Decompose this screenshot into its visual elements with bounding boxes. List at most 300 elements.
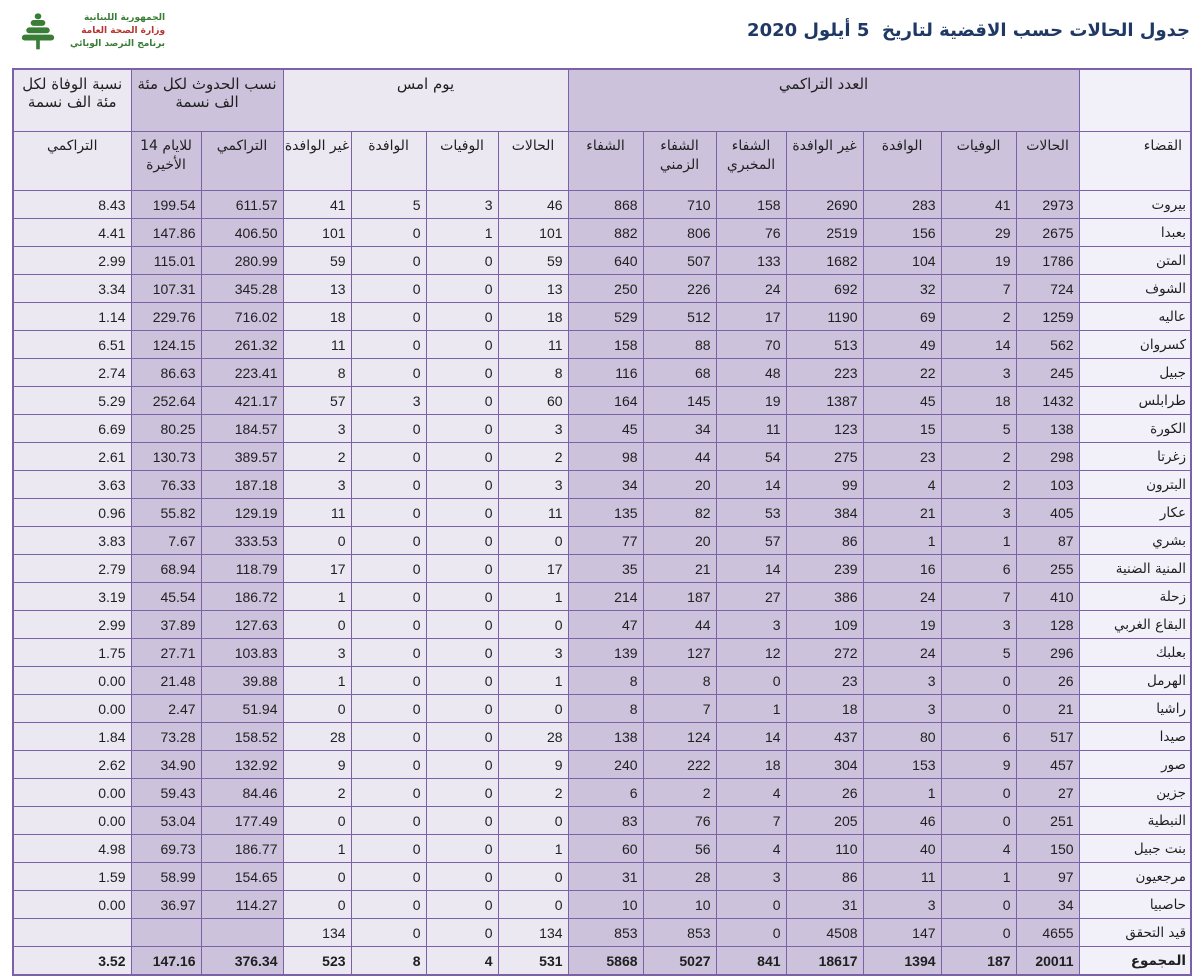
cell-yesterday-non-imported: 0 — [283, 807, 351, 835]
cell-deaths: 2 — [941, 303, 1016, 331]
cell-cases: 517 — [1016, 723, 1079, 751]
table-row — [13, 891, 1191, 919]
cell-yesterday-non-imported: 18 — [283, 303, 351, 331]
cell-yesterday-deaths: 0 — [426, 499, 498, 527]
cell-yesterday-non-imported: 28 — [283, 723, 351, 751]
cell-yesterday-non-imported: 8 — [283, 359, 351, 387]
cell-yesterday-deaths: 0 — [426, 471, 498, 499]
cell-yesterday-deaths: 0 — [426, 443, 498, 471]
cell-cases: 405 — [1016, 499, 1079, 527]
table-row — [13, 919, 1191, 947]
cell-imported: 3 — [863, 891, 941, 919]
cell-cases: 298 — [1016, 443, 1079, 471]
cell-yesterday-imported: 0 — [351, 247, 426, 275]
cell-time-recovery: 806 — [643, 219, 716, 247]
cell-imported: 104 — [863, 247, 941, 275]
cell-cases: 1432 — [1016, 387, 1079, 415]
cell-incidence-cumulative: 389.57 — [201, 443, 283, 471]
cell-yesterday-non-imported: 0 — [283, 527, 351, 555]
cell-cases: 26 — [1016, 667, 1079, 695]
cell-yesterday-non-imported: 0 — [283, 891, 351, 919]
cell-non-imported: 205 — [786, 807, 863, 835]
cell-time-recovery: 44 — [643, 611, 716, 639]
table-row — [13, 275, 1191, 303]
cell-imported: 1 — [863, 527, 941, 555]
cell-lab-recovery: 27 — [716, 583, 786, 611]
cell-yesterday-deaths: 0 — [426, 807, 498, 835]
cell-non-imported: 86 — [786, 863, 863, 891]
cell-mortality-cumulative: 2.74 — [13, 359, 131, 387]
cell-time-recovery: 2 — [643, 779, 716, 807]
col-header-cumulative-rate: التراكمي — [201, 132, 283, 191]
cell-district: البترون — [1079, 471, 1191, 499]
cell-mortality-cumulative: 3.83 — [13, 527, 131, 555]
cell-mortality-cumulative: 1.14 — [13, 303, 131, 331]
cell-yesterday-cases: 3 — [498, 471, 568, 499]
cell-time-recovery: 145 — [643, 387, 716, 415]
cases-by-district-table — [12, 68, 1192, 976]
cell-deaths: 5 — [941, 415, 1016, 443]
logo-line-republic: الجمهورية اللبنانية — [83, 12, 166, 23]
cell-incidence-cumulative: 154.65 — [201, 863, 283, 891]
cell-yesterday-cases: 46 — [498, 191, 568, 219]
cell-non-imported: 18617 — [786, 947, 863, 976]
cell-last-14-days: 58.99 — [131, 863, 201, 891]
cell-mortality-cumulative: 2.79 — [13, 555, 131, 583]
cell-lab-recovery: 57 — [716, 527, 786, 555]
table-row — [13, 723, 1191, 751]
cell-yesterday-imported: 0 — [351, 751, 426, 779]
cell-mortality-cumulative: 4.98 — [13, 835, 131, 863]
cell-district: جزين — [1079, 779, 1191, 807]
cell-incidence-cumulative: 376.34 — [201, 947, 283, 976]
cell-imported: 49 — [863, 331, 941, 359]
cell-incidence-cumulative: 114.27 — [201, 891, 283, 919]
col-header-non-imported: غير الوافدة — [786, 132, 863, 191]
table-row — [13, 303, 1191, 331]
cell-incidence-cumulative — [201, 919, 283, 947]
cell-time-recovery: 10 — [643, 891, 716, 919]
cell-yesterday-non-imported: 3 — [283, 639, 351, 667]
cell-last-14-days: 34.90 — [131, 751, 201, 779]
cell-imported: 46 — [863, 807, 941, 835]
cell-yesterday-imported: 0 — [351, 331, 426, 359]
cell-incidence-cumulative: 84.46 — [201, 779, 283, 807]
page-title: جدول الحالات حسب الاقضية لتاريخ 5 أيلول 2020 — [747, 20, 1190, 41]
col-header-yesterday-cases: الحالات — [498, 132, 568, 191]
cell-time-recovery: 8 — [643, 667, 716, 695]
cell-yesterday-deaths: 0 — [426, 891, 498, 919]
cell-non-imported: 304 — [786, 751, 863, 779]
cell-district: حاصبيا — [1079, 891, 1191, 919]
cell-imported: 32 — [863, 275, 941, 303]
cell-deaths: 41 — [941, 191, 1016, 219]
cell-district: عكار — [1079, 499, 1191, 527]
cell-deaths: 0 — [941, 695, 1016, 723]
cell-yesterday-cases: 60 — [498, 387, 568, 415]
cell-district: الهرمل — [1079, 667, 1191, 695]
cell-last-14-days: 7.67 — [131, 527, 201, 555]
cell-deaths: 5 — [941, 639, 1016, 667]
cell-yesterday-non-imported: 11 — [283, 331, 351, 359]
cell-non-imported: 223 — [786, 359, 863, 387]
cell-district: زحلة — [1079, 583, 1191, 611]
cedar-tree-icon — [16, 8, 60, 54]
cell-recovery: 6 — [568, 779, 643, 807]
cell-last-14-days: 59.43 — [131, 779, 201, 807]
cell-lab-recovery: 841 — [716, 947, 786, 976]
cell-yesterday-imported: 0 — [351, 303, 426, 331]
cell-yesterday-deaths: 0 — [426, 275, 498, 303]
logo-line-ministry: وزارة الصحة العامة — [81, 25, 166, 36]
cell-yesterday-non-imported: 9 — [283, 751, 351, 779]
table-row — [13, 611, 1191, 639]
cell-recovery: 214 — [568, 583, 643, 611]
cell-imported: 80 — [863, 723, 941, 751]
cell-yesterday-imported: 3 — [351, 387, 426, 415]
cell-yesterday-non-imported: 1 — [283, 667, 351, 695]
cell-time-recovery: 124 — [643, 723, 716, 751]
cell-district: بشري — [1079, 527, 1191, 555]
cell-yesterday-deaths: 0 — [426, 723, 498, 751]
cell-yesterday-cases: 8 — [498, 359, 568, 387]
cell-last-14-days: 147.16 — [131, 947, 201, 976]
cell-time-recovery: 68 — [643, 359, 716, 387]
cell-last-14-days: 37.89 — [131, 611, 201, 639]
cell-lab-recovery: 19 — [716, 387, 786, 415]
cell-cases: 21 — [1016, 695, 1079, 723]
cell-time-recovery: 222 — [643, 751, 716, 779]
table-row — [13, 527, 1191, 555]
cell-recovery: 853 — [568, 919, 643, 947]
cell-mortality-cumulative: 3.52 — [13, 947, 131, 976]
cell-non-imported: 1682 — [786, 247, 863, 275]
cell-non-imported: 384 — [786, 499, 863, 527]
cell-yesterday-deaths: 0 — [426, 835, 498, 863]
table-row — [13, 359, 1191, 387]
cell-yesterday-deaths: 0 — [426, 415, 498, 443]
group-header-cumulative: العدد التراكمي — [568, 69, 1079, 132]
cell-deaths: 187 — [941, 947, 1016, 976]
cell-imported: 45 — [863, 387, 941, 415]
cell-mortality-cumulative: 3.34 — [13, 275, 131, 303]
cell-incidence-cumulative: 129.19 — [201, 499, 283, 527]
cell-yesterday-imported: 0 — [351, 359, 426, 387]
table-row — [13, 639, 1191, 667]
cell-mortality-cumulative: 0.00 — [13, 807, 131, 835]
table-row — [13, 835, 1191, 863]
cell-imported: 16 — [863, 555, 941, 583]
cell-last-14-days: 73.28 — [131, 723, 201, 751]
cell-deaths: 2 — [941, 471, 1016, 499]
cell-recovery: 640 — [568, 247, 643, 275]
cell-incidence-cumulative: 103.83 — [201, 639, 283, 667]
cell-recovery: 882 — [568, 219, 643, 247]
cell-non-imported: 86 — [786, 527, 863, 555]
cell-yesterday-deaths: 0 — [426, 667, 498, 695]
table-body — [13, 191, 1191, 976]
cell-recovery: 45 — [568, 415, 643, 443]
cell-district: بعبدا — [1079, 219, 1191, 247]
cell-incidence-cumulative: 158.52 — [201, 723, 283, 751]
cell-time-recovery: 5027 — [643, 947, 716, 976]
cell-time-recovery: 7 — [643, 695, 716, 723]
cell-time-recovery: 21 — [643, 555, 716, 583]
cell-imported: 3 — [863, 695, 941, 723]
cell-yesterday-non-imported: 3 — [283, 415, 351, 443]
cell-yesterday-cases: 28 — [498, 723, 568, 751]
table-row — [13, 863, 1191, 891]
cell-cases: 2973 — [1016, 191, 1079, 219]
cell-last-14-days: 147.86 — [131, 219, 201, 247]
table-row — [13, 387, 1191, 415]
cell-yesterday-non-imported: 2 — [283, 443, 351, 471]
cell-incidence-cumulative: 187.18 — [201, 471, 283, 499]
cell-lab-recovery: 4 — [716, 779, 786, 807]
group-header-row — [13, 69, 1191, 132]
cell-recovery: 868 — [568, 191, 643, 219]
cell-lab-recovery: 7 — [716, 807, 786, 835]
cell-yesterday-cases: 3 — [498, 415, 568, 443]
cell-recovery: 8 — [568, 695, 643, 723]
col-header-cases: الحالات — [1016, 132, 1079, 191]
cell-recovery: 77 — [568, 527, 643, 555]
cell-yesterday-deaths: 0 — [426, 359, 498, 387]
cell-deaths: 4 — [941, 835, 1016, 863]
cell-recovery: 34 — [568, 471, 643, 499]
cell-yesterday-deaths: 0 — [426, 863, 498, 891]
cell-recovery: 47 — [568, 611, 643, 639]
cell-deaths: 2 — [941, 443, 1016, 471]
cell-lab-recovery: 133 — [716, 247, 786, 275]
cell-yesterday-cases: 2 — [498, 779, 568, 807]
cell-district: زغرتا — [1079, 443, 1191, 471]
cell-non-imported: 110 — [786, 835, 863, 863]
cell-mortality-cumulative: 2.99 — [13, 247, 131, 275]
cell-last-14-days: 69.73 — [131, 835, 201, 863]
cell-district: بيروت — [1079, 191, 1191, 219]
cell-mortality-cumulative: 1.84 — [13, 723, 131, 751]
cell-non-imported: 692 — [786, 275, 863, 303]
cell-incidence-cumulative: 345.28 — [201, 275, 283, 303]
cell-deaths: 0 — [941, 779, 1016, 807]
cell-yesterday-imported: 0 — [351, 527, 426, 555]
cell-deaths: 19 — [941, 247, 1016, 275]
cell-mortality-cumulative: 0.00 — [13, 891, 131, 919]
cell-lab-recovery: 0 — [716, 667, 786, 695]
cell-cases: 457 — [1016, 751, 1079, 779]
cell-last-14-days: 229.76 — [131, 303, 201, 331]
cell-cases: 251 — [1016, 807, 1079, 835]
cell-district: النبطية — [1079, 807, 1191, 835]
cell-lab-recovery: 54 — [716, 443, 786, 471]
cell-recovery: 240 — [568, 751, 643, 779]
cell-incidence-cumulative: 39.88 — [201, 667, 283, 695]
cell-yesterday-deaths: 0 — [426, 527, 498, 555]
cell-cases: 128 — [1016, 611, 1079, 639]
cell-district: قيد التحقق — [1079, 919, 1191, 947]
cell-imported: 21 — [863, 499, 941, 527]
cell-yesterday-deaths: 0 — [426, 247, 498, 275]
corner-cell — [1079, 69, 1191, 132]
cell-imported: 69 — [863, 303, 941, 331]
cell-non-imported: 437 — [786, 723, 863, 751]
cell-yesterday-deaths: 0 — [426, 639, 498, 667]
cell-yesterday-cases: 1 — [498, 667, 568, 695]
cell-time-recovery: 507 — [643, 247, 716, 275]
cell-last-14-days: 86.63 — [131, 359, 201, 387]
cell-recovery: 60 — [568, 835, 643, 863]
cell-yesterday-non-imported: 2 — [283, 779, 351, 807]
cell-yesterday-deaths: 0 — [426, 583, 498, 611]
cell-district: البقاع الغربي — [1079, 611, 1191, 639]
cell-deaths: 1 — [941, 527, 1016, 555]
cell-district: المجموع — [1079, 947, 1191, 976]
cell-time-recovery: 853 — [643, 919, 716, 947]
table-row — [13, 779, 1191, 807]
cell-deaths: 6 — [941, 555, 1016, 583]
cell-district: طرابلس — [1079, 387, 1191, 415]
cell-deaths: 0 — [941, 667, 1016, 695]
total-row — [13, 947, 1191, 976]
col-header-lab-recovery: الشفاء المخبري — [716, 132, 786, 191]
cell-yesterday-deaths: 0 — [426, 555, 498, 583]
col-header-yesterday-deaths: الوفيات — [426, 132, 498, 191]
cell-cases: 20011 — [1016, 947, 1079, 976]
cell-yesterday-imported: 0 — [351, 471, 426, 499]
cell-yesterday-non-imported: 13 — [283, 275, 351, 303]
cell-time-recovery: 82 — [643, 499, 716, 527]
col-header-yesterday-imported: الوافدة — [351, 132, 426, 191]
cell-yesterday-cases: 1 — [498, 835, 568, 863]
cell-incidence-cumulative: 406.50 — [201, 219, 283, 247]
cell-recovery: 250 — [568, 275, 643, 303]
cell-yesterday-imported: 8 — [351, 947, 426, 976]
cell-yesterday-imported: 0 — [351, 779, 426, 807]
cell-yesterday-non-imported: 101 — [283, 219, 351, 247]
cell-deaths: 3 — [941, 499, 1016, 527]
cell-recovery: 83 — [568, 807, 643, 835]
cell-cases: 138 — [1016, 415, 1079, 443]
cell-yesterday-non-imported: 0 — [283, 863, 351, 891]
cell-last-14-days: 124.15 — [131, 331, 201, 359]
cell-district: مرجعيون — [1079, 863, 1191, 891]
cell-non-imported: 4508 — [786, 919, 863, 947]
cell-mortality-cumulative: 0.96 — [13, 499, 131, 527]
cell-lab-recovery: 70 — [716, 331, 786, 359]
cell-last-14-days: 45.54 — [131, 583, 201, 611]
cell-yesterday-non-imported: 41 — [283, 191, 351, 219]
cell-recovery: 98 — [568, 443, 643, 471]
cell-imported: 24 — [863, 639, 941, 667]
cell-mortality-cumulative: 3.63 — [13, 471, 131, 499]
cell-mortality-cumulative: 6.51 — [13, 331, 131, 359]
cell-district: بعلبك — [1079, 639, 1191, 667]
cell-lab-recovery: 76 — [716, 219, 786, 247]
cell-deaths: 0 — [941, 807, 1016, 835]
cell-yesterday-non-imported: 57 — [283, 387, 351, 415]
cell-yesterday-cases: 11 — [498, 499, 568, 527]
cell-yesterday-deaths: 3 — [426, 191, 498, 219]
cell-imported: 40 — [863, 835, 941, 863]
cell-cases: 296 — [1016, 639, 1079, 667]
cell-imported: 156 — [863, 219, 941, 247]
col-header-recovery: الشفاء — [568, 132, 643, 191]
cell-cases: 724 — [1016, 275, 1079, 303]
cell-deaths: 7 — [941, 275, 1016, 303]
cell-incidence-cumulative: 132.92 — [201, 751, 283, 779]
cell-yesterday-cases: 1 — [498, 583, 568, 611]
table-row — [13, 471, 1191, 499]
cell-imported: 11 — [863, 863, 941, 891]
cell-incidence-cumulative: 716.02 — [201, 303, 283, 331]
cell-incidence-cumulative: 118.79 — [201, 555, 283, 583]
cell-time-recovery: 56 — [643, 835, 716, 863]
cell-imported: 1 — [863, 779, 941, 807]
cell-district: بنت جبيل — [1079, 835, 1191, 863]
cell-yesterday-deaths: 0 — [426, 919, 498, 947]
table-row — [13, 191, 1191, 219]
cell-mortality-cumulative: 0.00 — [13, 779, 131, 807]
cell-mortality-cumulative: 2.62 — [13, 751, 131, 779]
cell-district: صيدا — [1079, 723, 1191, 751]
col-header-yesterday-non-imported: غير الوافدة — [283, 132, 351, 191]
cell-yesterday-imported: 0 — [351, 919, 426, 947]
cell-last-14-days: 252.64 — [131, 387, 201, 415]
cell-last-14-days: 80.25 — [131, 415, 201, 443]
cell-cases: 34 — [1016, 891, 1079, 919]
table-row — [13, 695, 1191, 723]
cell-imported: 1394 — [863, 947, 941, 976]
cell-incidence-cumulative: 127.63 — [201, 611, 283, 639]
cell-time-recovery: 127 — [643, 639, 716, 667]
moph-logo-text — [70, 12, 165, 51]
cell-yesterday-cases: 0 — [498, 611, 568, 639]
cell-non-imported: 513 — [786, 331, 863, 359]
cell-lab-recovery: 53 — [716, 499, 786, 527]
col-header-time-recovery: الشفاء الزمني — [643, 132, 716, 191]
cell-cases: 410 — [1016, 583, 1079, 611]
cell-lab-recovery: 48 — [716, 359, 786, 387]
cell-last-14-days: 76.33 — [131, 471, 201, 499]
cell-district: جبيل — [1079, 359, 1191, 387]
col-header-mortality-cumulative: التراكمي — [13, 132, 131, 191]
cell-imported: 283 — [863, 191, 941, 219]
col-header-district: القضاء — [1079, 132, 1191, 191]
cell-lab-recovery: 158 — [716, 191, 786, 219]
cell-non-imported: 1387 — [786, 387, 863, 415]
cell-yesterday-non-imported: 0 — [283, 695, 351, 723]
cell-deaths: 29 — [941, 219, 1016, 247]
cell-last-14-days: 36.97 — [131, 891, 201, 919]
cell-deaths: 3 — [941, 359, 1016, 387]
cell-last-14-days: 21.48 — [131, 667, 201, 695]
cell-non-imported: 1190 — [786, 303, 863, 331]
cell-mortality-cumulative: 8.43 — [13, 191, 131, 219]
cell-mortality-cumulative: 1.59 — [13, 863, 131, 891]
cell-imported: 4 — [863, 471, 941, 499]
table-row — [13, 555, 1191, 583]
cell-lab-recovery: 3 — [716, 611, 786, 639]
cell-mortality-cumulative: 6.69 — [13, 415, 131, 443]
cell-non-imported: 2690 — [786, 191, 863, 219]
cell-yesterday-imported: 0 — [351, 499, 426, 527]
cell-yesterday-cases: 0 — [498, 863, 568, 891]
cell-district: عاليه — [1079, 303, 1191, 331]
cell-recovery: 116 — [568, 359, 643, 387]
cell-incidence-cumulative: 333.53 — [201, 527, 283, 555]
cell-lab-recovery: 11 — [716, 415, 786, 443]
